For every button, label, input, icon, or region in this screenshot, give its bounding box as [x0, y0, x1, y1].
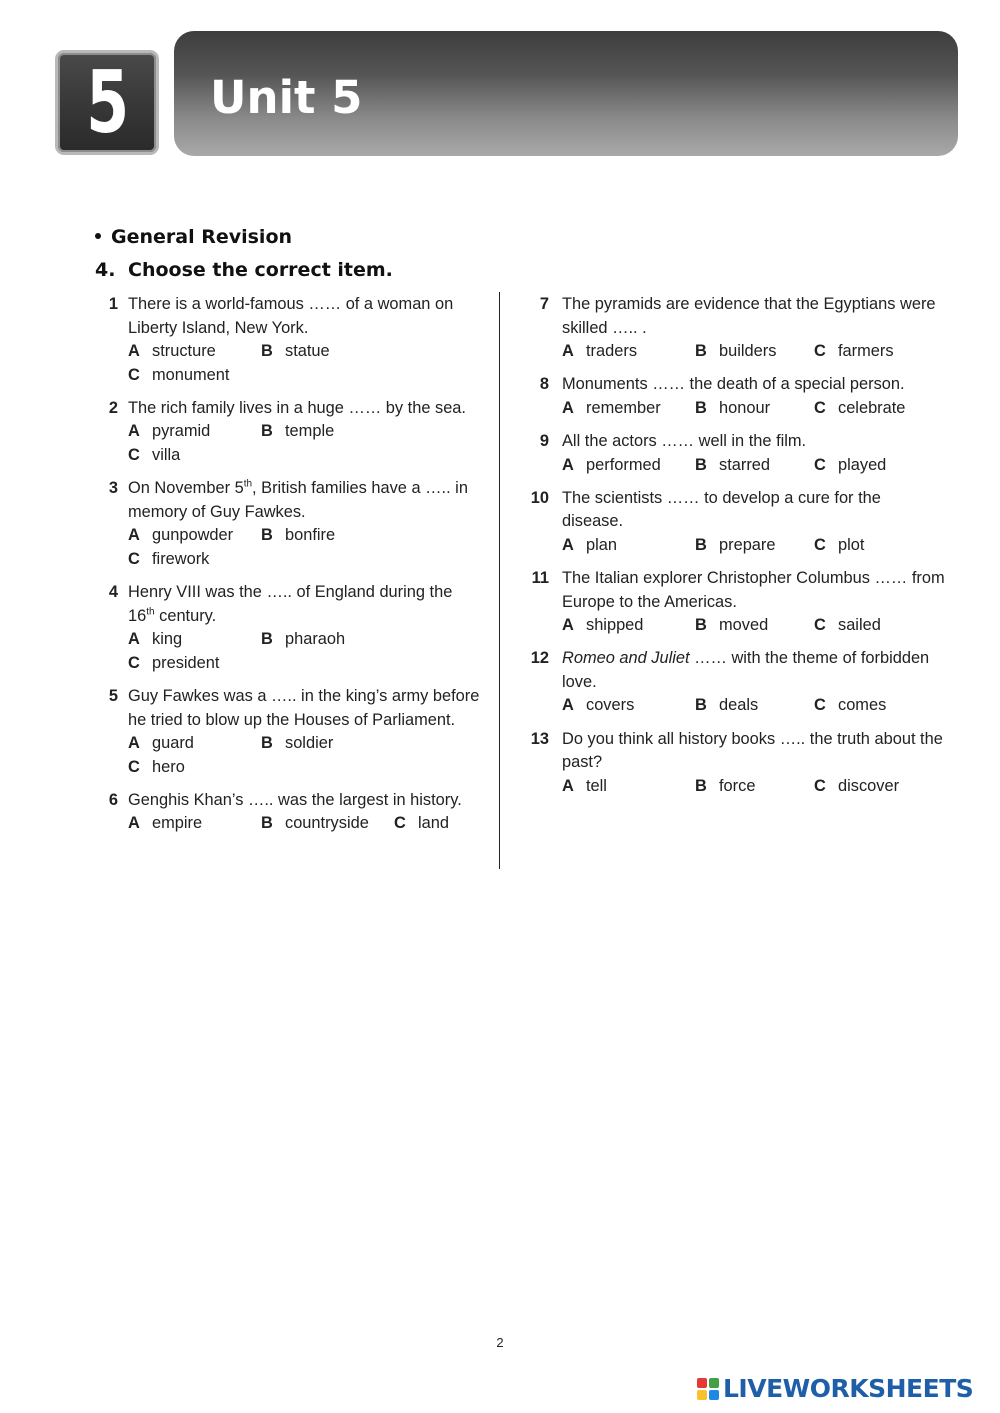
answer-option[interactable]: C firework — [128, 549, 210, 568]
unit-number-badge — [55, 50, 159, 155]
answer-option[interactable]: C played — [814, 455, 887, 474]
question-item — [100, 477, 480, 571]
question-text: There is a world-famous …… of a woman on Liberty Island, New York. — [128, 295, 454, 337]
question-item — [100, 685, 480, 779]
unit-number: 5 — [86, 52, 128, 153]
question-item — [526, 373, 946, 420]
answer-option[interactable]: B moved — [695, 616, 769, 635]
bullet-icon — [95, 233, 101, 239]
answer-option[interactable]: A performed — [562, 455, 661, 474]
answer-option[interactable]: B statue — [261, 342, 330, 361]
question-text: Do you think all history books ….. the truth about the past? — [562, 729, 943, 772]
answer-option[interactable]: B builders — [695, 342, 777, 361]
answer-option[interactable]: B force — [695, 776, 756, 795]
answer-options — [128, 812, 480, 836]
answer-option[interactable]: B bonfire — [261, 526, 336, 545]
question-item — [526, 567, 946, 638]
answer-option[interactable]: C farmers — [814, 342, 894, 361]
answer-option[interactable]: A structure — [128, 342, 216, 361]
answer-options — [128, 340, 480, 387]
answer-options — [562, 534, 946, 558]
logo-square-icon — [709, 1390, 719, 1400]
question-number: 13 — [530, 729, 549, 748]
questions-left-column — [100, 293, 480, 845]
logo-square-icon — [697, 1378, 707, 1388]
logo-square-icon — [709, 1378, 719, 1388]
question-text: The scientists …… to develop a cure for the disease. — [562, 488, 881, 531]
answer-options — [562, 397, 946, 421]
question-text: Genghis Khan’s ….. was the largest in history. — [128, 790, 462, 809]
answer-option[interactable]: B countryside — [261, 814, 369, 833]
answer-option[interactable]: B temple — [261, 422, 335, 441]
question-text: The rich family lives in a huge …… by the sea. — [128, 398, 466, 417]
question-item — [100, 581, 480, 675]
liveworksheets-logo-icon — [697, 1378, 719, 1400]
answer-options — [128, 732, 480, 779]
question-item — [526, 647, 946, 718]
page-number: 2 — [496, 1335, 504, 1350]
question-item — [100, 293, 480, 387]
question-text: Romeo and Juliet …… with the theme of forbidden love. — [562, 649, 930, 691]
answer-option[interactable]: B honour — [695, 398, 771, 417]
answer-option[interactable]: B deals — [695, 696, 759, 715]
answer-options — [562, 694, 946, 718]
question-text: The Italian explorer Christopher Columbus …… from Europe to the Americas. — [562, 568, 945, 611]
logo-square-icon — [697, 1390, 707, 1400]
answer-option[interactable]: A remember — [562, 398, 661, 417]
answer-option[interactable]: B starred — [695, 455, 771, 474]
question-item — [100, 397, 480, 468]
answer-option[interactable]: A pyramid — [128, 422, 211, 441]
answer-options — [128, 420, 480, 467]
answer-option[interactable]: A gunpowder — [128, 526, 234, 545]
question-number: 2 — [108, 398, 118, 417]
answer-option[interactable]: A shipped — [562, 616, 644, 635]
answer-options — [128, 628, 480, 675]
question-number: 1 — [108, 295, 118, 313]
task-number: 4. — [95, 259, 116, 281]
answer-option[interactable]: A tell — [562, 776, 607, 795]
question-item — [526, 430, 946, 477]
answer-options — [128, 524, 480, 571]
question-text: Monuments …… the death of a special person. — [562, 375, 905, 394]
answer-option[interactable]: C sailed — [814, 616, 881, 635]
answer-option[interactable]: A empire — [128, 814, 203, 833]
questions-right-column — [526, 293, 946, 808]
answer-option[interactable]: C hero — [128, 757, 185, 776]
question-number: 10 — [530, 488, 549, 507]
answer-options — [562, 340, 946, 364]
section-heading — [95, 226, 292, 248]
answer-option[interactable]: C land — [394, 814, 449, 833]
answer-option[interactable]: A traders — [562, 342, 638, 361]
task-instruction: Choose the correct item. — [128, 259, 393, 281]
answer-options — [562, 454, 946, 478]
question-item — [526, 293, 946, 364]
answer-option[interactable]: A king — [128, 630, 183, 649]
answer-option[interactable]: C plot — [814, 535, 865, 554]
question-item — [100, 789, 480, 836]
answer-option[interactable]: C discover — [814, 776, 900, 795]
question-text: Guy Fawkes was a ….. in the king’s army before he tried to blow up the Houses of Parliament. — [128, 686, 480, 729]
answer-option[interactable]: B soldier — [261, 734, 334, 753]
question-text: On November 5th, British families have a ….. in memory of Guy Fawkes. — [128, 478, 468, 521]
answer-options — [562, 614, 946, 638]
answer-option[interactable]: C monument — [128, 365, 230, 384]
question-number: 6 — [108, 790, 118, 809]
question-number: 4 — [108, 583, 118, 602]
watermark-text: LIVEWORKSHEETS — [723, 1374, 974, 1403]
question-text: The pyramids are evidence that the Egyptians were skilled ….. . — [562, 295, 936, 337]
question-number: 12 — [530, 649, 549, 668]
answer-options — [562, 775, 946, 799]
question-text: All the actors …… well in the film. — [562, 431, 807, 450]
liveworksheets-watermark[interactable] — [697, 1376, 973, 1401]
question-number: 9 — [539, 431, 549, 450]
column-divider — [499, 292, 500, 869]
answer-option[interactable]: B pharaoh — [261, 630, 346, 649]
question-text: Henry VIII was the ….. of England during the 16th century. — [128, 583, 453, 625]
question-item — [526, 728, 946, 799]
task-heading — [95, 259, 393, 281]
answer-option[interactable]: B prepare — [695, 535, 776, 554]
answer-option[interactable]: C comes — [814, 696, 887, 715]
answer-option[interactable]: A covers — [562, 696, 635, 715]
question-number: 3 — [108, 479, 118, 498]
question-number: 5 — [108, 686, 118, 705]
unit-title-banner — [174, 31, 958, 156]
answer-option[interactable]: C villa — [128, 446, 181, 465]
answer-option[interactable]: A guard — [128, 734, 194, 753]
question-number: 11 — [531, 568, 549, 587]
answer-option[interactable]: C president — [128, 653, 220, 672]
section-title: General Revision — [111, 226, 293, 248]
question-item — [526, 487, 946, 558]
answer-option[interactable]: A plan — [562, 535, 617, 554]
question-number: 7 — [539, 295, 549, 313]
unit-title: Unit 5 — [210, 71, 363, 124]
answer-option[interactable]: C celebrate — [814, 398, 906, 417]
question-number: 8 — [539, 375, 549, 394]
